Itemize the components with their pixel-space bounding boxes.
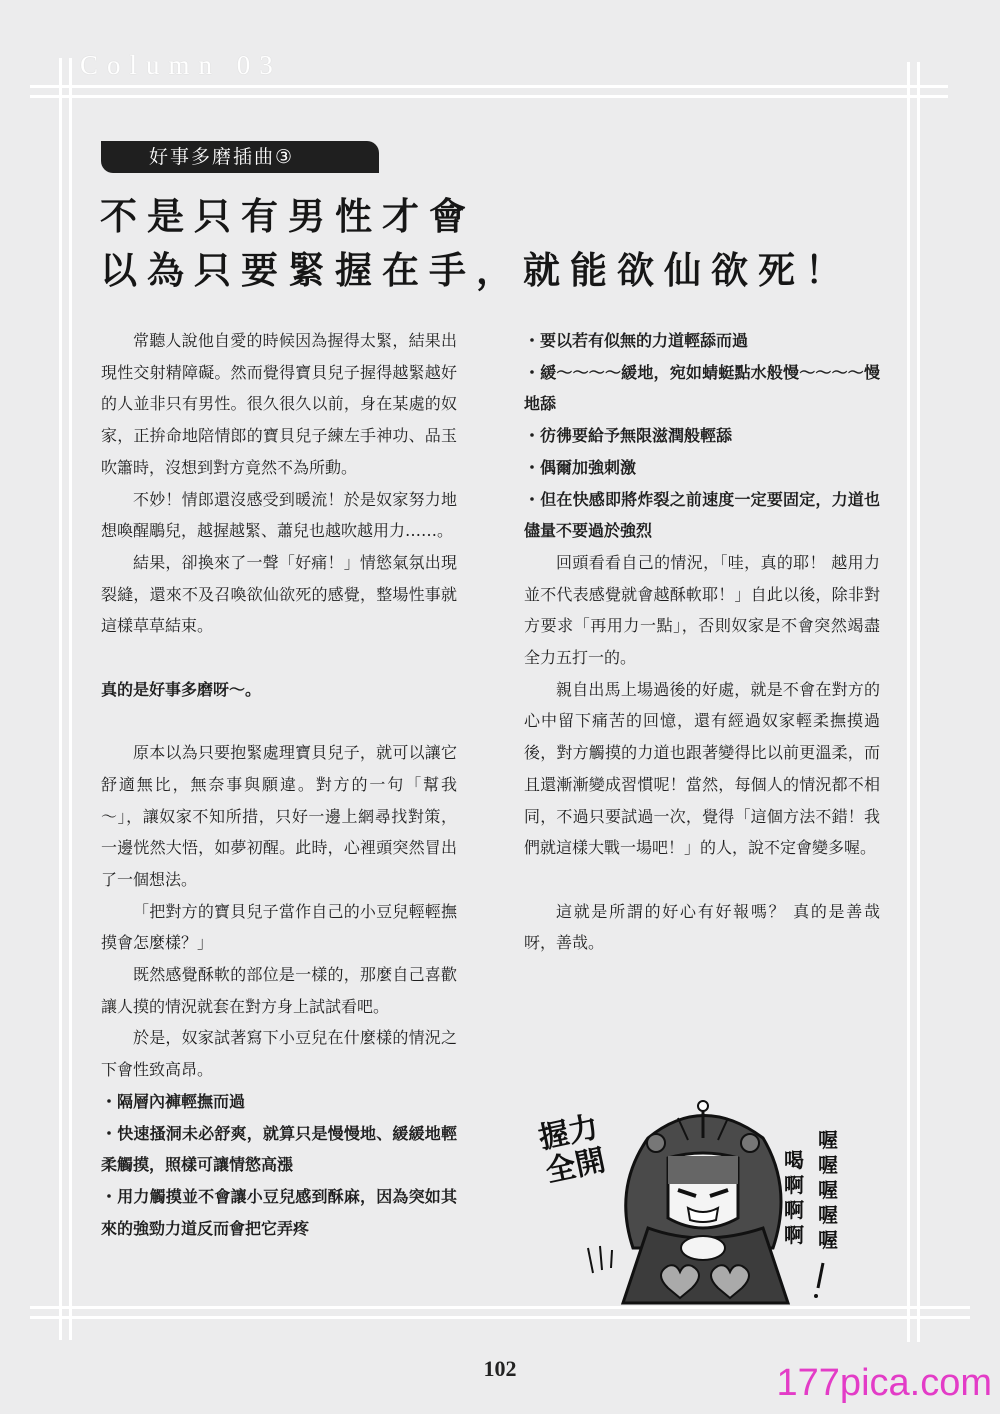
bullet-item: ・隔層內褲輕撫而過 [101, 1091, 246, 1111]
paragraph: 於是，奴家試著寫下小豆兒在什麼樣的情況之下會性致高昂。 [101, 1028, 457, 1080]
subheading: 真的是好事多磨呀～。 [101, 679, 262, 699]
paragraph: 親自出馬上場過後的好處，就是不會在對方的心中留下痛苦的回憶，還有經過奴家輕柔撫摸過後，對方觸摸的力道也跟著變得比以前更溫柔，而且還漸漸變成習慣呢！當然，每個人的情況都不相同，不過只要試過一次，覺得「這個方法不錯！我們就這樣大戰一場吧！」的人，說不定會變多喔。 [524, 679, 880, 858]
frame-left-line-2 [69, 58, 72, 1340]
section-tag: 好事多磨插曲③ [101, 141, 379, 173]
bullet-item: ・偶爾加強刺激 [524, 457, 637, 477]
left-column [101, 325, 457, 1244]
frame-right-line-2 [917, 62, 920, 1342]
frame-top-line-2 [30, 95, 948, 98]
frame-left-line-1 [59, 58, 62, 1340]
paragraph: 原本以為只要抱緊處理寶貝兒子，就可以讓它舒適無比，無奈事與願違。對方的一句「幫我～」，讓奴家不知所措，只好一邊上網尋找對策，一邊恍然大悟，如夢初醒。此時，心裡頭突然冒出了一個想法。 [101, 743, 457, 889]
bullet-item: ・用力觸摸並不會讓小豆兒感到酥麻，因為突如其來的強勁力道反而會把它弄疼 [101, 1186, 457, 1238]
headline-line-1: 不是只有男性才會 [100, 195, 476, 238]
paragraph: 回頭看看自己的情況，「哇，真的耶！ 越用力並不代表感覺就會越酥軟耶！」自此以後，除非對方要求「再用力一點」，否則奴家是不會突然竭盡全力五打一的。 [524, 552, 880, 668]
watermark: 177pica.com [776, 1362, 992, 1404]
paragraph: 不妙！情郎還沒感受到暖流！於是奴家努力地想喚醒鵰兒，越握越緊、蕭兒也越吹越用力……。 [101, 489, 457, 541]
column-header: Column 03 [80, 50, 282, 80]
bullet-item: ・但在快感即將炸裂之前速度一定要固定，力道也儘量不要過於強烈 [524, 489, 880, 541]
frame-bottom-line-1 [30, 1306, 970, 1309]
spacer [101, 705, 457, 737]
sfx-moan-text-1: 喔喔喔喔喔 [818, 1128, 838, 1252]
paragraph: 結果，卻換來了一聲「好痛！」情慾氣氛出現裂縫，還來不及召喚欲仙欲死的感覺，整場性事就這樣草草結束。 [101, 552, 457, 636]
bullet-item: ・緩～～～～緩地，宛如蜻蜓點水般慢～～～～慢地舔 [524, 362, 880, 414]
bullet-item: ・快速搔洞未必舒爽，就算只是慢慢地、緩緩地輕柔觸摸，照樣可讓情慾高漲 [101, 1123, 457, 1175]
frame-right-line-1 [907, 62, 910, 1342]
right-column [524, 325, 880, 959]
paragraph: 「把對方的寶貝兒子當作自己的小豆兒輕輕撫摸會怎麼樣？」 [101, 901, 457, 953]
paragraph: 既然感覺酥軟的部位是一樣的，那麼自己喜歡讓人摸的情況就套在對方身上試試看吧。 [101, 965, 457, 1016]
spacer [101, 642, 457, 674]
headline-line-2: 以為只要緊握在手，就能欲仙欲死！ [100, 249, 852, 292]
sfx-grip-text: 握力全開 [535, 1109, 609, 1190]
manga-illustration [528, 1098, 878, 1306]
frame-bottom-line-2 [30, 1316, 970, 1319]
paragraph: 常聽人說他自愛的時候因為握得太緊，結果出現性交射精障礙。然而覺得寶貝兒子握得越緊越好的人並非只有男性。很久很久以前，身在某處的奴家，正拚命地陪情郎的寶貝兒子練左手神功、品玉吹簫時，沒想到對方竟然不為所動。 [101, 331, 457, 477]
spacer [524, 864, 880, 896]
sfx-moan-text-2: 喝啊啊啊 [784, 1148, 804, 1247]
bullet-item: ・要以若有似無的力道輕舔而過 [524, 331, 749, 350]
page-number: 102 [483, 1356, 517, 1381]
paragraph: 這就是所謂的好心有好報嗎？ 真的是善哉呀，善哉。 [524, 901, 880, 953]
frame-top-line-1 [30, 85, 948, 88]
bullet-item: ・彷彿要給予無限滋潤般輕舔 [524, 426, 733, 446]
